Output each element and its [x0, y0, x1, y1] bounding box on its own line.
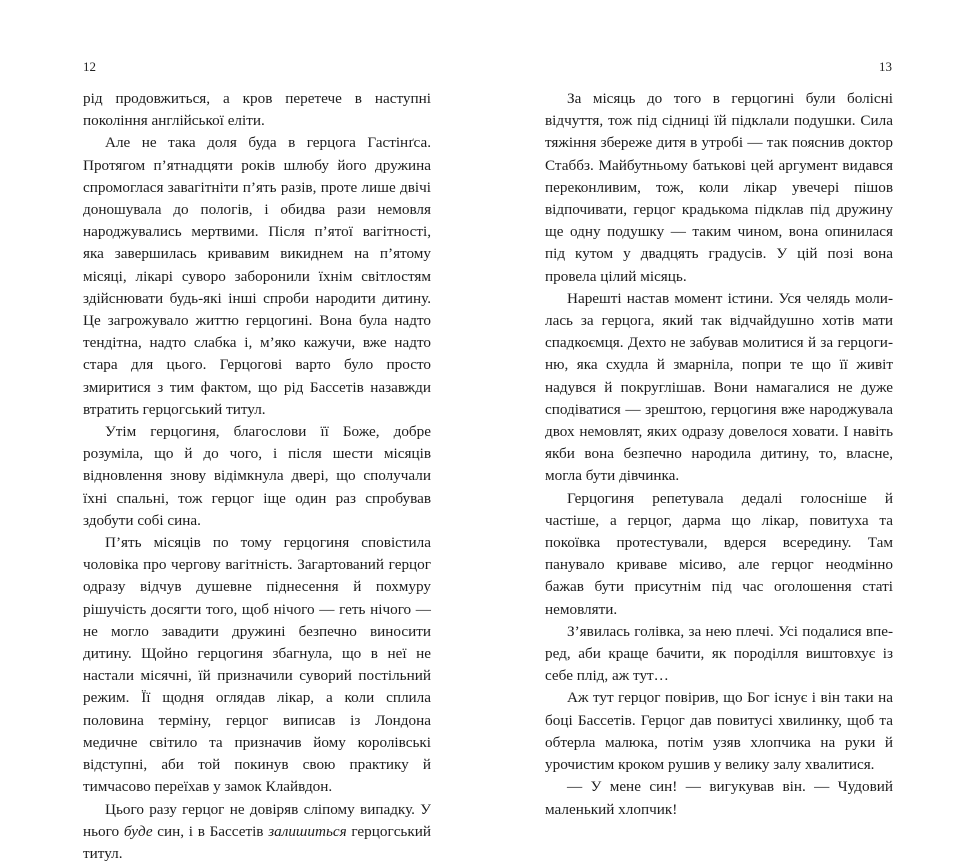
right-page-text	[545, 88, 893, 821]
paragraph: З’явилась голівка, за нею плечі. Усі подалися вперед, аби краще бачити, як породілля виштовхує із себе плід, аж тут…	[545, 621, 893, 688]
paragraph-last	[83, 799, 431, 865]
page-number-right: 13	[879, 59, 892, 75]
paragraph: Утім герцогиня, благослови її Боже, добре розуміла, що й до чого, і після шести місяців відновлення знову відімкнула двері, що сполучали їхні спальні, тож герцог іще один раз спробував здобути собі сина.	[83, 421, 431, 532]
left-page-text	[83, 88, 431, 865]
paragraph: Герцогиня репетувала дедалі голосніше й частіше, а герцог, дарма що лікар, повитуха та покоївка протестували, вдерся всередину. Там панувало криваве місиво, але герцог неодмінно бажав бути присутнім під час оголошення статі немовляти.	[545, 488, 893, 621]
paragraph: Аж тут герцог повірив, що Бог існує і він таки на боці Бассетів. Герцог дав повитусі хвилинку, щоб та обтерла малюка, потім узяв хлопчика на руки й урочистим кроком рушив у велику залу хвалитися.	[545, 687, 893, 776]
paragraph: Але не така доля буда в герцога Гастінґса. Протягом п’ятнадцяти років шлюбу його дружина спромоглася завагітніти п’ять разів, проте лише двічі доношувала до пологів, і обидва рази немовля народжувались мертвими. Після п’ятої вагітності, яка завершилась кривавим викиднем на п’ятому місяці, лікарі суворо заборонили їхнім світлостям здійснювати будь-які інші спроби народити дитину. Це загрожувало життю герцогині. Вона була надто тендітна, надто слабка і, м’яко кажучи, вже надто стара для цього. Герцогові варто було просто змиритися з тим фактом, що рід Бассетів назавжди втратить герцогський титул.	[83, 132, 431, 421]
page-number-left: 12	[83, 59, 96, 75]
paragraph: За місяць до того в герцогині були болісні відчуття, тож під сідниці їй підклали подушки. Сила тяжіння збереже дитя в утробі — так пояснив доктор Стаббз. Майбутньому батькові цей аргумент видався переконливим, тож, коли лікар увечері пішов відпочивати, герцог крадькома підклав під дружину ще одну подушку — таким чином, вона опинилася під кутом у двадцять градусів. У цій позі вона провела цілий місяць.	[545, 88, 893, 288]
text-run: Цього разу герцог не довіряв сліпому випадку. У нього	[83, 801, 431, 840]
italic-word: буде	[124, 823, 153, 840]
text-run: герцогський титул.	[83, 823, 431, 862]
text-run: син, і в Бассетів	[153, 823, 269, 840]
paragraph: Нарешті настав момент істини. Уся челядь молилась за герцога, який так відчайдушно хотів мати спадкоємця. Дехто не забував молитися й за герцогиню, яка схудла й змарніла, попри те що її живіт надувся й покруглішав. Вони намагалися не дуже сподіватися — зрештою, герцогиня вже народжувала двох немовлят, яких одразу довелося ховати. І навіть якби вона безпечно народила дитину, то, власне, могла бути дівчинка.	[545, 288, 893, 488]
paragraph: — У мене син! — вигукував він. — Чудовий маленький хлопчик!	[545, 776, 893, 820]
paragraph: рід продовжиться, а кров перетече в наступні покоління англійської еліти.	[83, 88, 431, 132]
paragraph: П’ять місяців по тому герцогиня сповістила чоловіка про чергову вагітність. Загартований герцог одразу відчув душевне піднесення й похмуру рішучість досягти того, щоб нічого — геть нічого — не могло завадити дружині безпечно виносити дитину. Щойно герцогиня збагнула, що в неї не настали місячні, їй призначили суворий постільний режим. Її щодня оглядав лікар, а коли сплила половина терміну, герцог виписав із Лондона медичне світило та призначив йому королівські відступні, аби той покинув свою практику й тимчасово переїхав у замок Клайвдон.	[83, 532, 431, 798]
italic-word: залишиться	[268, 823, 346, 840]
